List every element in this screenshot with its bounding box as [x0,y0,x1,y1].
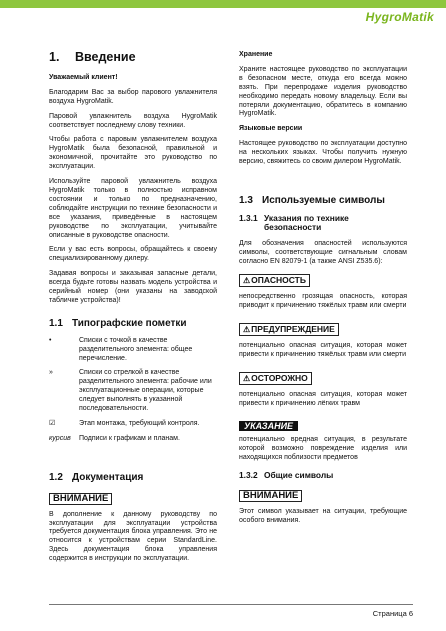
attention-text: Этот символ указывает на ситуации, требующие особого внимания. [239,508,407,524]
storage-text: Храните настоящее руководство по эксплуатации в безопасном месте, откуда его всегда можно взять. При перепродаже изделия руководство необходимо передать новому владельцу. Если вы потеряли документацию, обратитесь в компанию HygroMatik. [239,65,407,118]
warning-label: ПРЕДУПРЕЖДЕНИЕ [251,324,335,335]
list-item-text: Списки с точкой в качестве разделительного элемента: общее перечисление. [79,336,193,362]
caution-label: ОСТОРОЖНО [251,372,308,383]
storage-heading: Хранение [239,51,273,58]
intro-paragraph-1: Благодарим Вас за выбор парового увлажнителя воздуха HygroMatik. [49,88,217,105]
list-item-text: Списки со стрелкой в качестве разделительного элемента: рабочие или эксплуатационные операции, которые следует выполнять в указанной последовательности. [79,369,212,413]
italic-marker: курсив [49,434,71,442]
notice-black-text: потенциально вредная ситуация, в результате которой возможно повреждение изделия или находящихся поблизости предметов [239,436,407,462]
section-number: 1.2 [49,471,63,483]
page-number: Страница 6 [372,609,413,618]
header-accent-stripe [0,0,446,8]
intro-paragraph-6: Задавая вопросы и заказывая запасные детали, всегда будьте готовы назвать модель устройства и серийный номер (они указаны на заводской табличке устройства)! [49,270,217,304]
section-heading-typographic [49,317,217,329]
typographic-list [49,337,217,444]
caution-text: потенциально опасная ситуация, которая может привести к причинению лёгких травм [239,390,407,407]
arrow-marker: » [49,369,53,377]
left-column [49,45,217,570]
warning-text: потенциально опасная ситуация, которая может привести к причинению тяжёлых травм или смерти [239,342,407,358]
danger-sign [239,274,310,287]
warning-triangle-icon: ⚠ [243,276,251,286]
danger-label: ОПАСНОСТЬ [251,275,306,286]
subsection-title: Указания по технике безопасности [264,212,349,232]
caution-sign [239,372,312,385]
notice-text: В дополнение к данному руководству по эксплуатации для эксплуатации устройства требуется документация блока управления. Это не относится к устройствам серии StandardLine. Здесь документация блока управления содержится в инструкции по эксплуатации. [49,510,217,563]
warning-sign [239,323,339,336]
warning-triangle-icon: ⚠ [243,325,251,335]
bullet-marker: • [49,336,52,344]
right-column [239,45,407,532]
list-item-text: Подписи к графикам и планам. [79,434,180,442]
greeting: Уважаемый клиент! [49,73,118,81]
chapter-number: 1. [49,50,60,64]
intro-paragraph-3: Чтобы работа с паровым увлажнителем воздуха HygroMatik была безопасной, правильной и экономичной, прочитайте это руководство по эксплуатации. [49,136,217,171]
languages-heading: Языковые версии [239,125,303,133]
danger-text: непосредственно грозящая опасность, которая приводит к причинению тяжёлых травм или смерти [239,293,407,310]
checkbox-icon: ☑ [49,420,56,427]
section-heading-symbols [239,194,407,206]
chapter-title: Введение [75,50,136,64]
section-number: 1.1 [49,317,63,329]
attention-label: ВНИМАНИЕ [239,490,302,502]
warning-triangle-icon: ⚠ [243,373,251,383]
subsection-heading-safety [239,214,407,232]
subsection-number: 1.3.2 [239,470,258,481]
languages-text: Настоящее руководство по эксплуатации доступно на нескольких языках. Чтобы получить нужную версию, свяжитесь со своим дилером HygroMatik. [239,140,407,166]
intro-paragraph-2: Паровой увлажнитель воздуха HygroMatik соответствует последнему слову техники. [49,112,217,129]
subsection-number: 1.3.1 [239,212,258,223]
chapter-heading [49,50,217,64]
notice-black-sign: УКАЗАНИЕ [239,421,298,432]
safety-intro-text: Для обозначения опасностей используются символы, соответствующие сигнальным словам согласно EN 82079-1 (а также ANSI Z535.6): [239,239,407,265]
list-item [49,337,217,364]
list-item [49,420,217,429]
hygromatik-logo: HygroMatik [365,10,434,24]
intro-paragraph-5: Если у вас есть вопросы, обращайтесь к своему специализированному дилеру. [49,246,217,263]
section-heading-documentation [49,471,217,483]
section-title: Документация [72,471,144,483]
notice-label: ВНИМАНИЕ [49,493,112,505]
section-number: 1.3 [239,194,253,206]
header-bar [0,0,446,22]
intro-paragraph-4: Используйте паровой увлажнитель воздуха HygroMatik только в полностью исправном состоянии и только по предназначению, соблюдайте инструкции по технике безопасности и все указания, приведённые в настоящем руководстве по эксплуатации, учитывайте описанные в руководстве опасности. [49,178,217,239]
section-title: Типографские пометки [72,317,187,329]
section-title: Используемые символы [262,194,385,206]
list-item [49,369,217,414]
footer-divider [49,604,413,605]
subsection-heading-general [239,471,407,480]
subsection-title: Общие символы [264,470,334,481]
list-item [49,435,217,444]
list-item-text: Этап монтажа, требующий контроля. [79,420,200,427]
